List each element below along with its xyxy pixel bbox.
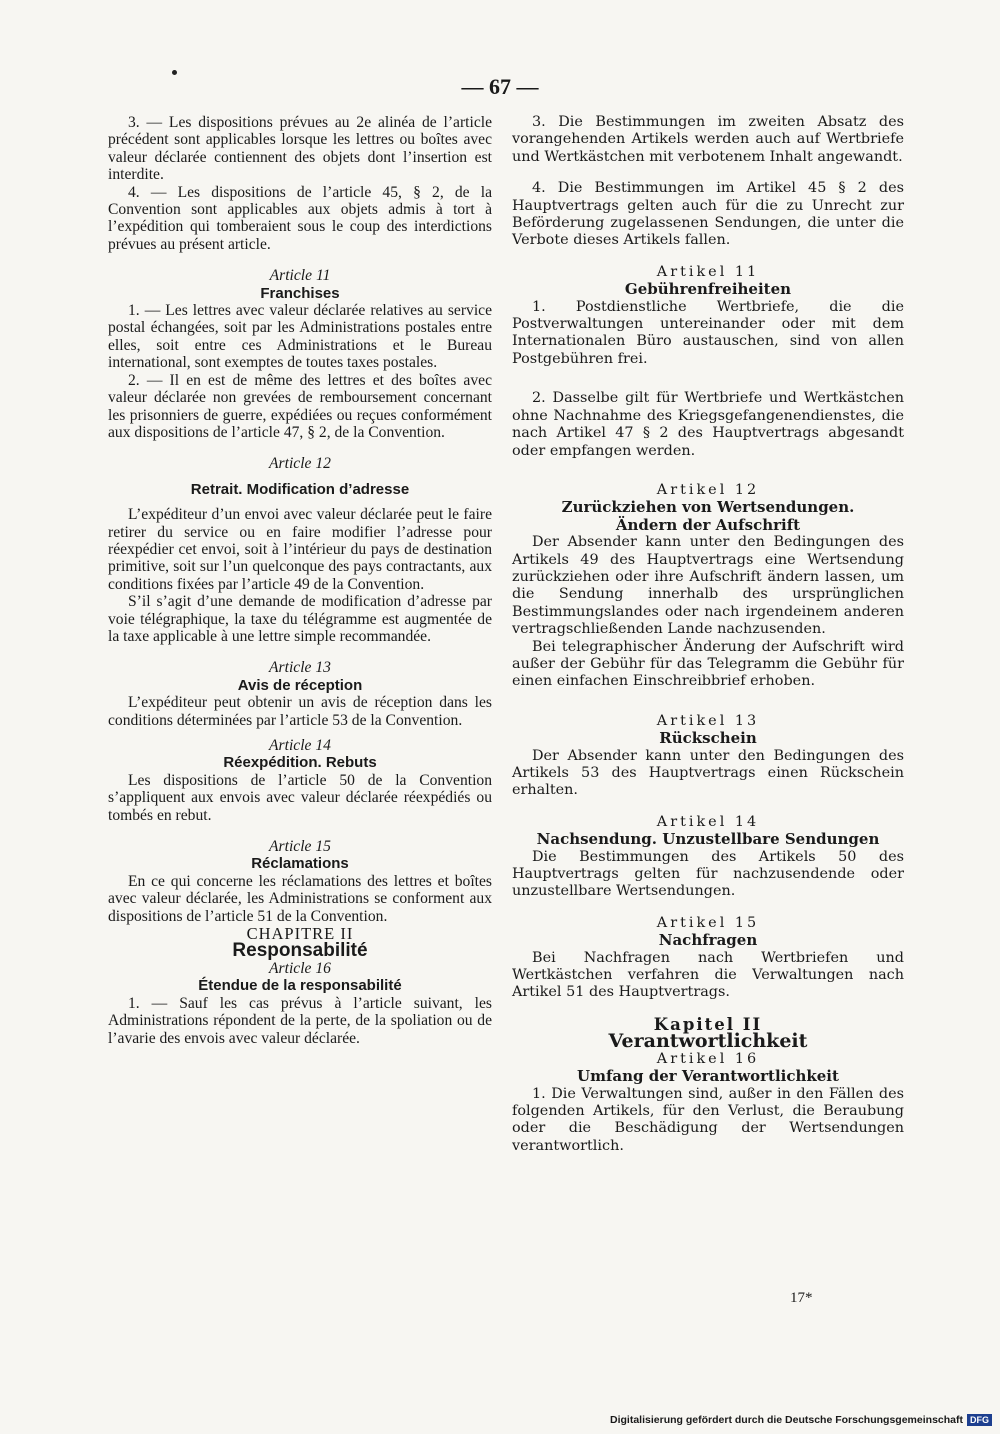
de-article-14-title: Nachsendung. Unzustellbare Sendungen	[536, 830, 880, 849]
de-article-15-title: Nachfragen	[658, 931, 758, 950]
de-article-15-paragraph-1: Bei Nachfragen nach Wertbriefen und Wertkästchen verfahren die Verwaltungen nach Artikel 51 des Hauptvertrags.	[512, 949, 904, 1001]
fr-chapter-2-heading: CHAPITRE II	[246, 924, 354, 944]
de-article-13-title: Rückschein	[659, 729, 757, 748]
fr-article-12-heading: Article 12	[269, 455, 331, 473]
de-chapter-2-title: Verantwortlichkeit	[608, 1030, 808, 1053]
de-article-11-heading: Artikel 11	[656, 263, 760, 280]
fr-article-13-paragraph-1: L’expéditeur peut obtenir un avis de réception dans les conditions déterminées par l’article 53 de la Convention.	[108, 694, 492, 729]
fr-article-11-paragraph-1: 1. — Les lettres avec valeur déclarée relatives au service postal échangées, soit par les Administrations postales entre elles, soit entre ces Administrations et le Bureau international, sont exemptes de toutes taxes postales.	[108, 302, 492, 372]
fr-paragraph-3: 3. — Les dispositions prévues au 2e alinéa de l’article précédent sont applicables lorsque les lettres ou boîtes avec valeur déclarée contiennent des objets dont l’insertion est interdite.	[108, 114, 492, 184]
de-article-16-heading: Artikel 16	[656, 1050, 760, 1067]
fr-article-15-title: Réclamations	[251, 855, 349, 873]
de-paragraph-3: 3. Die Bestimmungen im zweiten Absatz des vorangehenden Artikels werden auch auf Wertbriefe und Wertkästchen mit verbotenem Inhalt angewandt.	[512, 114, 904, 165]
fr-article-11-heading: Article 11	[269, 267, 331, 285]
fr-article-11-paragraph-2: 2. — Il en est de même des lettres et des boîtes avec valeur déclarée non grevées de remboursement concernant les prisonniers de guerre, expédiées ou reçues conformément aux dispositions de l’article 47, § 2, de la Convention.	[108, 371, 492, 441]
fr-chapter-2-title: Responsabilité	[232, 940, 368, 962]
sheet-signature-mark: 17*	[790, 1290, 813, 1306]
german-column	[512, 114, 904, 1155]
de-article-11-title: Gebührenfreiheiten	[624, 280, 792, 299]
de-article-12-heading: Artikel 12	[656, 481, 760, 498]
fr-article-13-heading: Article 13	[269, 659, 331, 677]
de-article-13-paragraph-1: Der Absender kann unter den Bedingungen des Artikels 53 des Hauptvertrags einen Rückschein erhalten.	[512, 747, 904, 799]
digitization-footer	[610, 1414, 992, 1426]
fr-article-16-heading: Article 16	[269, 959, 331, 977]
fr-article-12-title: Retrait. Modification d’adresse	[190, 480, 410, 498]
de-article-12-title-line-1: Zurückziehen von Wertsendungen.	[561, 498, 855, 517]
de-article-14-heading: Artikel 14	[656, 813, 760, 830]
fr-article-12-paragraph-1: L’expéditeur d’un envoi avec valeur déclarée peut le faire retirer du service ou en faire modifier l’adresse pour réexpédier cet envoi, soit à l’intérieur du pays de destination primitive, soit sur l’un quelconque des pays contractants, aux conditions fixées par l’article 49 de la Convention.	[108, 506, 492, 593]
de-article-12-title-line-2: Ändern der Aufschrift	[615, 515, 801, 534]
fr-article-14-title: Réexpédition. Rebuts	[223, 754, 377, 772]
de-article-16-paragraph-1: 1. Die Verwaltungen sind, außer in den Fällen des folgenden Artikels, für den Verlust, die Beraubung oder die Beschädigung der Wertsendungen verantwortlich.	[512, 1085, 904, 1154]
dfg-logo-icon: DFG	[967, 1414, 992, 1426]
de-article-13-heading: Artikel 13	[656, 712, 760, 729]
de-paragraph-4: 4. Die Bestimmungen im Artikel 45 § 2 des Hauptvertrags gelten auch für die zu Unrecht zur Beförderung zugelassenen Sendungen, die unter die Verbote dieses Artikels fallen.	[512, 180, 904, 249]
fr-article-15-heading: Article 15	[269, 838, 331, 856]
de-article-12-paragraph-2: Bei telegraphischer Änderung der Aufschrift wird außer der Gebühr für das Telegramm die Gebühr für einen einfachen Einschreibbrief erhoben.	[512, 638, 904, 690]
de-article-16-title: Umfang der Verantwortlichkeit	[577, 1067, 839, 1086]
fr-article-15-paragraph-1: En ce qui concerne les réclamations des lettres et boîtes avec valeur déclarée, les Administrations se conforment aux dispositions de l’article 51 de la Convention.	[108, 872, 492, 925]
de-chapter-2-heading: Kapitel II	[653, 1014, 763, 1034]
footer-text: Digitalisierung gefördert durch die Deutsche Forschungsgemeinschaft	[610, 1414, 963, 1426]
de-article-14-paragraph-1: Die Bestimmungen des Artikels 50 des Hauptvertrags gelten für nachzusendende oder unzustellbare Wertsendungen.	[512, 848, 904, 900]
de-article-11-paragraph-1: 1. Postdienstliche Wertbriefe, die die Postverwaltungen untereinander oder mit dem Internationalen Büro austauschen, sind von allen Postgebühren frei.	[512, 298, 904, 367]
fr-article-11-title: Franchises	[260, 284, 340, 302]
fr-article-14-heading: Article 14	[269, 737, 331, 754]
de-article-11-paragraph-2: 2. Dasselbe gilt für Wertbriefe und Wertkästchen ohne Nachnahme des Kriegsgefangenendienstes, die nach Artikel 47 § 2 des Hauptvertrags abgesandt oder empfangen werden.	[512, 390, 904, 459]
french-column	[108, 114, 492, 1047]
de-article-15-heading: Artikel 15	[656, 914, 760, 931]
de-article-12-paragraph-1: Der Absender kann unter den Bedingungen des Artikels 49 des Hauptvertrags eine Wertsendung zurückziehen oder ihre Aufschrift ändern lassen, um die Sendung innerhalb des ursprünglichen Bestimmungslandes oder nach irgendeinem anderen vertragschließenden Lande nachzusenden.	[512, 534, 904, 638]
page-number: — 67 —	[461, 74, 539, 99]
fr-article-14-paragraph-1: Les dispositions de l’article 50 de la Convention s’appliquent aux envois avec valeur déclarée réexpédiés ou tombés en rebut.	[108, 771, 492, 824]
fr-article-13-title: Avis de réception	[237, 676, 363, 694]
fr-article-12-paragraph-2: S’il s’agit d’une demande de modification d’adresse par voie télégraphique, la taxe du télégramme est augmentée de la taxe applicable à une lettre simple recommandée.	[108, 593, 492, 645]
fr-article-16-paragraph-1: 1. — Sauf les cas prévus à l’article suivant, les Administrations répondent de la perte, de la spoliation ou de l’avarie des envois avec valeur déclarée.	[108, 994, 492, 1047]
fr-article-16-title: Étendue de la responsabilité	[198, 977, 402, 995]
fr-paragraph-4: 4. — Les dispositions de l’article 45, § 2, de la Convention sont applicables aux objets admis à tort à l’expédition qui tomberaient sous le coup des interdictions prévues au présent article.	[108, 183, 492, 253]
